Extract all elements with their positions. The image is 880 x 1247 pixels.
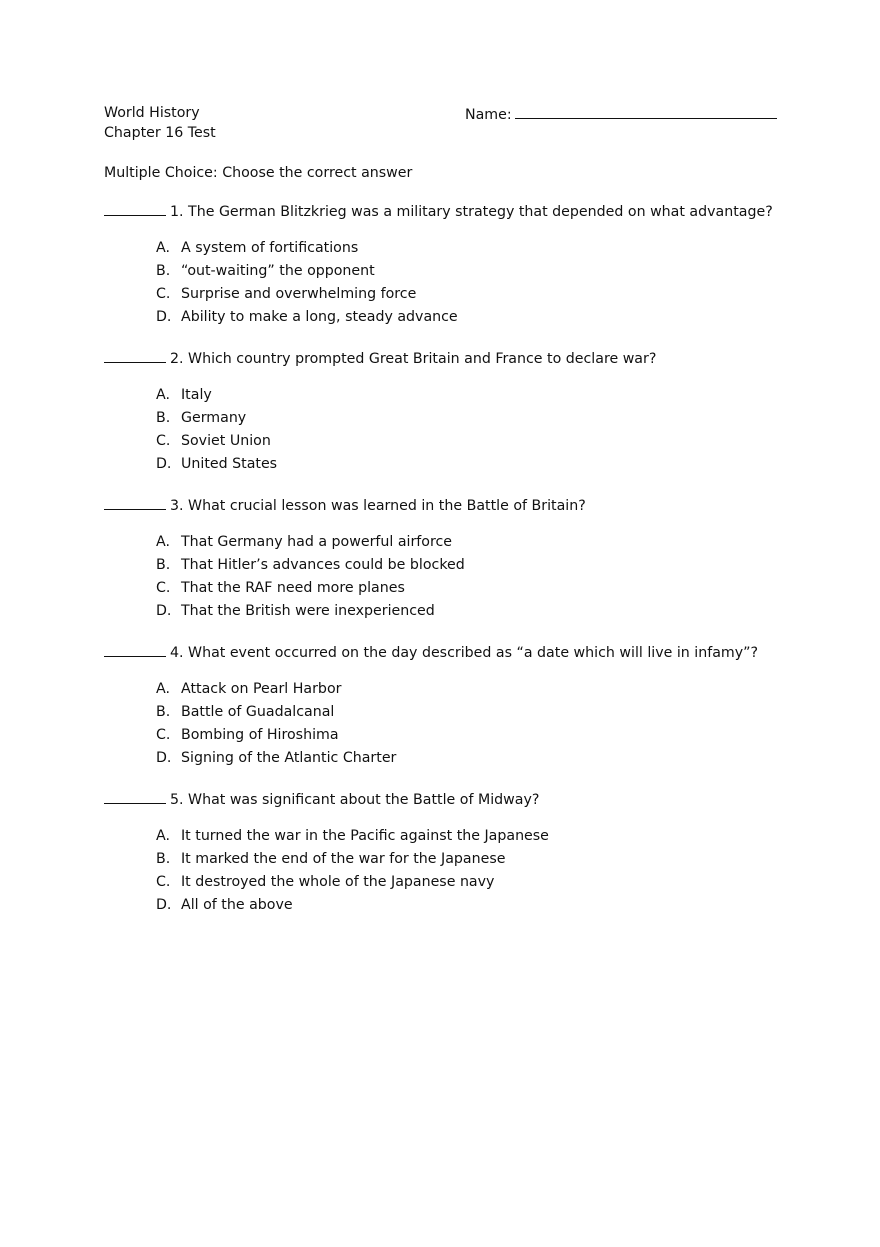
option-text: Battle of Guadalcanal <box>181 704 335 720</box>
test-page <box>104 103 794 918</box>
option-letter: D. <box>156 603 172 619</box>
question-4 <box>104 642 794 771</box>
option-text: That the RAF need more planes <box>181 580 405 596</box>
option-letter: B. <box>156 263 171 279</box>
option-item <box>104 849 794 872</box>
option-list <box>104 679 794 771</box>
option-item <box>104 284 794 307</box>
option-letter: C. <box>156 580 171 596</box>
option-text: Attack on Pearl Harbor <box>181 681 342 697</box>
option-item <box>104 725 794 748</box>
option-text: Bombing of Hiroshima <box>181 727 339 743</box>
option-letter: A. <box>156 828 170 844</box>
option-text: Ability to make a long, steady advance <box>181 309 458 325</box>
answer-blank[interactable] <box>104 642 166 657</box>
option-list <box>104 826 794 918</box>
answer-blank[interactable] <box>104 789 166 804</box>
question-stem: 2. Which country prompted Great Britain and France to declare war? <box>170 351 657 367</box>
option-text: All of the above <box>181 897 293 913</box>
option-item <box>104 238 794 261</box>
name-label: Name: <box>465 107 512 123</box>
option-letter: C. <box>156 433 171 449</box>
question-5 <box>104 789 794 918</box>
option-text: Surprise and overwhelming force <box>181 286 417 302</box>
option-item <box>104 408 794 431</box>
instructions: Multiple Choice: Choose the correct answer <box>104 165 413 181</box>
chapter-title: Chapter 16 Test <box>104 125 216 141</box>
question-stem: 3. What crucial lesson was learned in the Battle of Britain? <box>170 498 586 514</box>
header-row <box>104 103 794 123</box>
option-list <box>104 532 794 624</box>
option-item <box>104 895 794 918</box>
option-text: A system of fortifications <box>181 240 359 256</box>
option-item <box>104 307 794 330</box>
option-list <box>104 238 794 330</box>
option-letter: C. <box>156 874 171 890</box>
option-letter: A. <box>156 240 170 256</box>
answer-blank[interactable] <box>104 495 166 510</box>
option-letter: A. <box>156 534 170 550</box>
option-item <box>104 702 794 725</box>
option-letter: B. <box>156 410 171 426</box>
option-text: Soviet Union <box>181 433 271 449</box>
question-2 <box>104 348 794 477</box>
option-item <box>104 748 794 771</box>
course-title: World History <box>104 105 200 121</box>
option-item <box>104 826 794 849</box>
option-letter: A. <box>156 387 170 403</box>
option-item <box>104 578 794 601</box>
option-text: United States <box>181 456 278 472</box>
option-letter: B. <box>156 557 171 573</box>
question-stem: 4. What event occurred on the day described as “a date which will live in infamy”? <box>170 645 759 661</box>
option-text: “out-waiting” the opponent <box>181 263 375 279</box>
option-text: That Hitler’s advances could be blocked <box>181 557 465 573</box>
option-item <box>104 532 794 555</box>
option-item <box>104 431 794 454</box>
option-text: It turned the war in the Pacific against the Japanese <box>181 828 549 844</box>
option-item <box>104 555 794 578</box>
option-letter: D. <box>156 750 172 766</box>
option-text: It marked the end of the war for the Japanese <box>181 851 506 867</box>
option-letter: A. <box>156 681 170 697</box>
option-letter: C. <box>156 286 171 302</box>
option-item <box>104 385 794 408</box>
option-item <box>104 454 794 477</box>
question-stem: 1. The German Blitzkrieg was a military strategy that depended on what advantage? <box>170 204 773 220</box>
option-text: That the British were inexperienced <box>181 603 435 619</box>
name-field <box>465 103 777 125</box>
option-item <box>104 679 794 702</box>
option-text: Germany <box>181 410 247 426</box>
question-stem: 5. What was significant about the Battle of Midway? <box>170 792 540 808</box>
option-text: Signing of the Atlantic Charter <box>181 750 397 766</box>
answer-blank[interactable] <box>104 348 166 363</box>
option-text: It destroyed the whole of the Japanese navy <box>181 874 495 890</box>
option-letter: B. <box>156 851 171 867</box>
option-item <box>104 601 794 624</box>
option-text: That Germany had a powerful airforce <box>181 534 453 550</box>
option-letter: D. <box>156 456 172 472</box>
question-list <box>104 201 794 918</box>
option-item <box>104 261 794 284</box>
option-letter: B. <box>156 704 171 720</box>
question-1 <box>104 201 794 330</box>
option-item <box>104 872 794 895</box>
option-list <box>104 385 794 477</box>
name-input-line[interactable] <box>515 103 777 119</box>
answer-blank[interactable] <box>104 201 166 216</box>
option-letter: D. <box>156 309 172 325</box>
option-text: Italy <box>181 387 212 403</box>
question-3 <box>104 495 794 624</box>
option-letter: D. <box>156 897 172 913</box>
option-letter: C. <box>156 727 171 743</box>
